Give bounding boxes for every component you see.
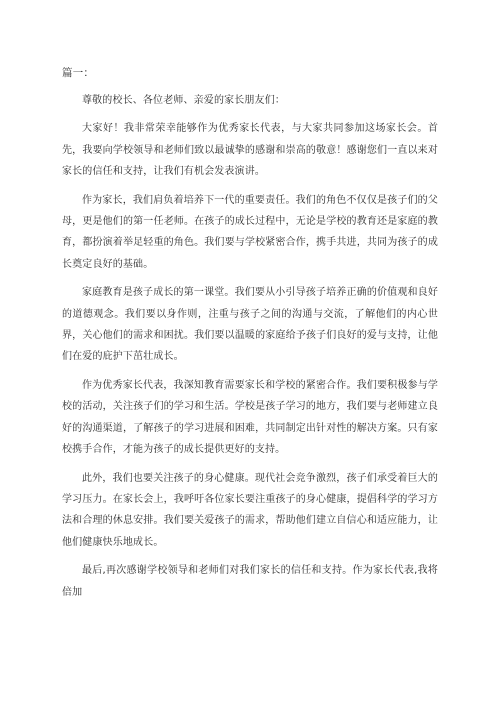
section-heading: 篇一： bbox=[62, 67, 95, 79]
paragraph-greeting: 尊敬的校长、各位老师、亲爱的家长朋友们： bbox=[82, 95, 285, 106]
paragraph-closing: 最后,再次感谢学校领导和老师们对我们家长的信任和支持。作为家长代表,我将倍加 bbox=[62, 565, 438, 598]
paragraph-health: 此外，我们也要关注孩子的身心健康。现代社会竞争激烈，孩子们承受着巨大的学习压力。在家长会上，我呼吁各位家长要注重孩子的身心健康，提倡科学的学习方法和合理的休息安排。我们要关爱孩子的需求，帮助他们建立自信心和适应能力，让他们健康快乐地成长。 bbox=[62, 472, 438, 548]
paragraph-home-school-cooperation: 作为优秀家长代表，我深知教育需要家长和学校的紧密合作。我们要积极参与学校的活动，关注孩子们的学习和生活。学校是孩子学习的地方，我们要与老师建立良好的沟通渠道，了解孩子的学习进展和困难，共同制定出针对性的解决方案。只有家校携手合作，才能为孩子的成长提供更好的支持。 bbox=[62, 379, 438, 456]
paragraph-parent-role: 作为家长，我们肩负着培养下一代的重要责任。我们的角色不仅仅是孩子们的父母，更是他们的第一任老师。在孩子的成长过程中，无论是学校的教育还是家庭的教育，都扮演着举足轻重的角色。我们要与学校紧密合作，携手共进，共同为孩子的成长奠定良好的基础。 bbox=[62, 194, 438, 270]
paragraph-opening: 大家好！我非常荣幸能够作为优秀家长代表，与大家共同参加这场家长会。首先，我要向学校领导和老师们致以最诚挚的感谢和崇高的敬意！感谢您们一直以来对家长的信任和支持，让我们有机会发表演讲。 bbox=[62, 123, 438, 178]
paragraph-family-education: 家庭教育是孩子成长的第一课堂。我们要从小引导孩子培养正确的价值观和良好的道德观念。我们要以身作则，注重与孩子之间的沟通与交流，了解他们的内心世界，关心他们的需求和困扰。我们要以温暖的家庭给予孩子们良好的爱与支持，让他们在爱的庇护下茁壮成长。 bbox=[62, 287, 438, 363]
document-body bbox=[62, 63, 438, 603]
